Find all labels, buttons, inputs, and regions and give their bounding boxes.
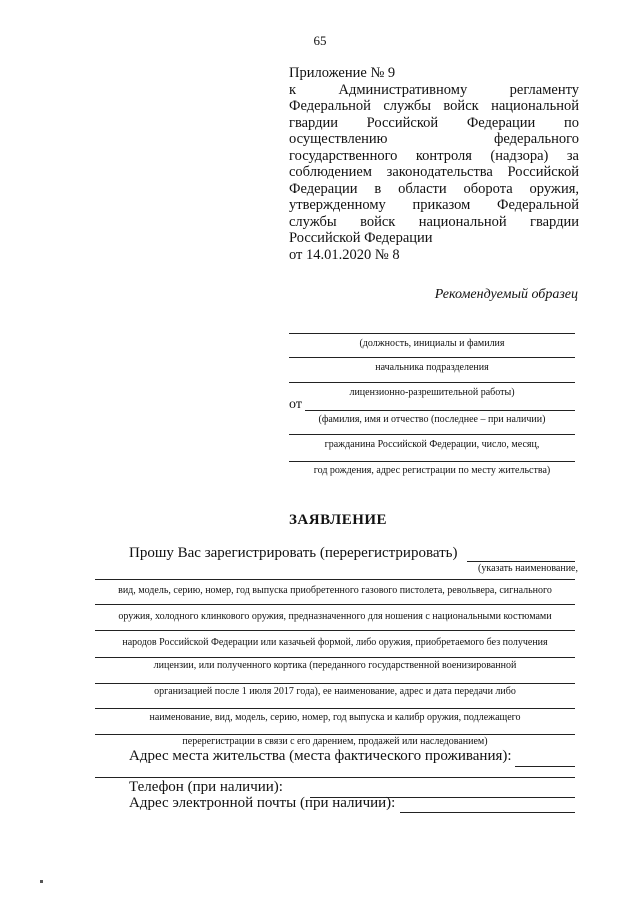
addressee-caption: лицензионно-разрешительной работы) — [349, 387, 515, 398]
request-line[interactable] — [95, 604, 575, 605]
addressee-caption: (должность, инициалы и фамилия — [359, 338, 505, 349]
request-caption: перерегистрации в связи с его дарением, продажей или наследованием) — [182, 736, 488, 747]
appendix-line: от 14.01.2020 № 8 — [289, 246, 400, 263]
appendix-note — [289, 65, 579, 263]
appendix-line: Федерации в области оборота оружия, — [289, 180, 579, 197]
scan-mark — [40, 880, 43, 883]
from-caption: (фамилия, имя и отчество (последнее – при наличии) — [318, 414, 546, 425]
addressee-caption: начальника подразделения — [375, 362, 489, 373]
appendix-line: осуществлению федерального — [289, 131, 579, 147]
appendix-line: Приложение № 9 — [289, 65, 396, 81]
email-label: Адрес электронной почты (при наличии): — [129, 795, 396, 811]
request-text: Прошу Вас зарегистрировать (перерегистрировать) — [129, 545, 458, 561]
appendix-line: утвержденному приказом Федеральной — [289, 197, 579, 213]
phone-label: Телефон (при наличии): — [129, 779, 283, 795]
request-caption: оружия, холодного клинкового оружия, предназначенного для ношения с национальными костюмами — [118, 611, 552, 622]
request-line[interactable] — [95, 579, 575, 580]
appendix-line: Российской Федерации — [289, 230, 433, 246]
appendix-line: гвардии Российской Федерации по — [289, 114, 579, 131]
from-caption: гражданина Российской Федерации, число, месяц, — [324, 439, 540, 450]
request-line[interactable] — [95, 657, 575, 658]
request-line[interactable] — [95, 708, 575, 709]
request-caption: наименование, вид, модель, серию, номер, год выпуска и калибр оружия, подлежащего — [149, 712, 521, 723]
appendix-line: государственного контроля (надзора) за — [289, 147, 579, 164]
request-caption: народов Российской Федерации или казачьей формой, либо оружия, приобретаемого без получения — [122, 637, 548, 648]
from-label: от — [289, 397, 302, 412]
request-line[interactable] — [95, 734, 575, 735]
from-line[interactable] — [305, 410, 575, 411]
address-line[interactable] — [95, 777, 575, 778]
request-caption: лицензии, или полученного кортика (переданного государственной военизированной — [153, 660, 517, 671]
from-line[interactable] — [289, 461, 575, 462]
request-line[interactable] — [467, 561, 575, 562]
document-title: ЗАЯВЛЕНИЕ — [289, 512, 388, 528]
request-line[interactable] — [95, 683, 575, 684]
request-caption: вид, модель, серию, номер, год выпуска приобретенного газового пистолета, револьвера, сигнального — [118, 585, 552, 596]
appendix-line: Федеральной службы войск национальной — [289, 98, 579, 114]
addressee-line[interactable] — [289, 333, 575, 334]
appendix-line: соблюдением законодательства Российской — [289, 164, 579, 180]
appendix-line: службы войск национальной гвардии — [289, 213, 579, 230]
request-line[interactable] — [95, 630, 575, 631]
page-number: 65 — [313, 33, 327, 48]
recommended-sample-label: Рекомендуемый образец — [434, 287, 578, 302]
from-line[interactable] — [289, 434, 575, 435]
appendix-line: к Административному регламенту — [289, 81, 579, 98]
request-hint: (указать наименование, — [478, 563, 578, 574]
address-line[interactable] — [515, 766, 575, 767]
addressee-line[interactable] — [289, 382, 575, 383]
from-caption: год рождения, адрес регистрации по месту жительства) — [313, 465, 551, 476]
addressee-line[interactable] — [289, 357, 575, 358]
request-caption: организацией после 1 июля 2017 года), ее наименование, адрес и дата передачи либо — [154, 686, 516, 697]
email-line[interactable] — [400, 812, 575, 813]
address-label: Адрес места жительства (места фактического проживания): — [129, 748, 512, 764]
